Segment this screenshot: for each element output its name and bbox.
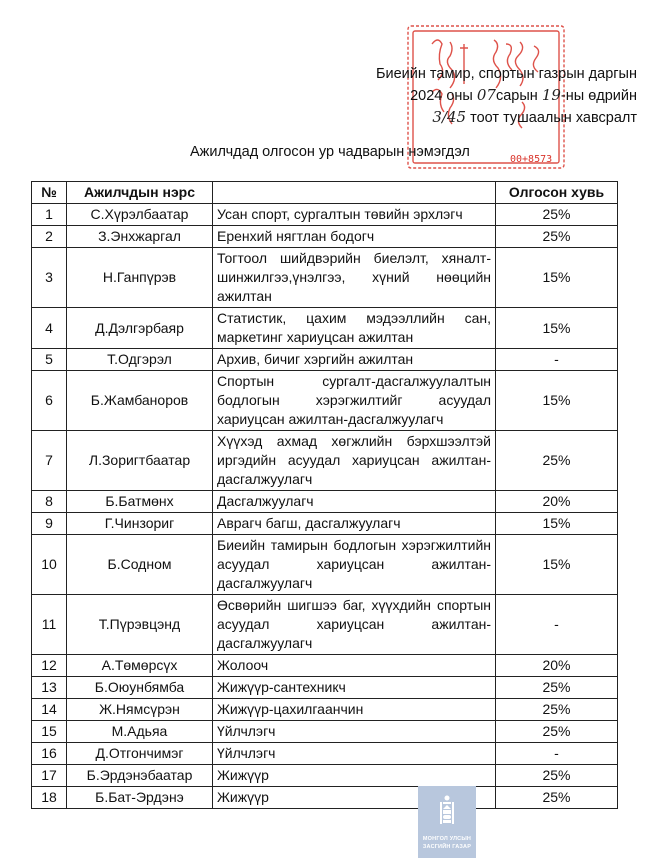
- employee-name: А.Төмөрсүх: [67, 655, 213, 677]
- employee-name: Л.Зоригтбаатар: [67, 431, 213, 491]
- row-number: 9: [32, 513, 67, 535]
- handwritten-order-number: 3/45: [432, 108, 467, 126]
- table-row: [32, 491, 618, 513]
- table-row: [32, 248, 618, 308]
- bonus-table: [31, 181, 618, 809]
- bonus-percent: 25%: [496, 699, 618, 721]
- employee-name: Т.Пүрэвцэнд: [67, 595, 213, 655]
- table-row: [32, 308, 618, 349]
- svg-text:00+8573: 00+8573: [510, 154, 553, 165]
- bonus-percent: 15%: [496, 248, 618, 308]
- handwritten-month: 07: [476, 86, 496, 104]
- table-row: [32, 431, 618, 491]
- employee-name: С.Хүрэлбаатар: [67, 204, 213, 226]
- bonus-percent: 15%: [496, 371, 618, 431]
- employee-position: Жижүүр: [213, 787, 496, 809]
- header-name: Ажилчдын нэрс: [67, 182, 213, 204]
- header-line-3: [376, 107, 637, 129]
- employee-name: Д.Дэлгэрбаяр: [67, 308, 213, 349]
- employee-name: Т.Одгэрэл: [67, 349, 213, 371]
- logo-text-line-1: МОНГОЛ УЛСЫН: [422, 836, 472, 842]
- government-logo: [418, 786, 476, 858]
- document-header: [376, 64, 637, 129]
- employee-name: Ж.Нямсүрэн: [67, 699, 213, 721]
- bonus-percent: 25%: [496, 787, 618, 809]
- row-number: 2: [32, 226, 67, 248]
- header-percent: Олгосон хувь: [496, 182, 618, 204]
- table-row: [32, 204, 618, 226]
- bonus-percent: 25%: [496, 677, 618, 699]
- employee-name: Б.Жамбаноров: [67, 371, 213, 431]
- bonus-percent: 25%: [496, 226, 618, 248]
- row-number: 11: [32, 595, 67, 655]
- table-row: [32, 371, 618, 431]
- table-header-row: [32, 182, 618, 204]
- employee-position: Аврагч багш, дасгалжуулагч: [213, 513, 496, 535]
- employee-name: Б.Оюунбямба: [67, 677, 213, 699]
- bonus-percent: -: [496, 349, 618, 371]
- employee-name: З.Энхжаргал: [67, 226, 213, 248]
- employee-position: Үйлчлэгч: [213, 721, 496, 743]
- bonus-percent: 25%: [496, 721, 618, 743]
- table-row: [32, 677, 618, 699]
- handwritten-day: 19: [541, 86, 561, 104]
- row-number: 3: [32, 248, 67, 308]
- employee-position: Өсвөрийн шигшээ баг, хүүхдийн спортын асуудал хариуцсан ажилтан-дасгалжуулагч: [213, 595, 496, 655]
- employee-position: Усан спорт, сургалтын төвийн эрхлэгч: [213, 204, 496, 226]
- header-no: №: [32, 182, 67, 204]
- table-row: [32, 743, 618, 765]
- employee-position: Үйлчлэгч: [213, 743, 496, 765]
- row-number: 15: [32, 721, 67, 743]
- table-row: [32, 595, 618, 655]
- row-number: 1: [32, 204, 67, 226]
- bonus-percent: -: [496, 743, 618, 765]
- employee-position: Спортын сургалт-дасгалжуулалтын бодлогын хэрэгжилтийг асуудал хариуцсан ажилтан-дасгалжуулагч: [213, 371, 496, 431]
- employee-position: Биеийн тамирын бодлогын хэрэгжилтийн асуудал хариуцсан ажилтан-дасгалжуулагч: [213, 535, 496, 595]
- employee-name: Д.Отгончимэг: [67, 743, 213, 765]
- header-order-rest: тоот тушаалын хавсралт: [470, 110, 637, 126]
- soyombo-icon: [437, 792, 457, 826]
- row-number: 13: [32, 677, 67, 699]
- employee-name: М.Адьяа: [67, 721, 213, 743]
- header-sarin: сарын: [495, 88, 538, 104]
- employee-name: Б.Батмөнх: [67, 491, 213, 513]
- table-row: [32, 787, 618, 809]
- table-row: [32, 226, 618, 248]
- employee-name: Г.Чинзориг: [67, 513, 213, 535]
- table-row: [32, 655, 618, 677]
- row-number: 6: [32, 371, 67, 431]
- employee-position: Дасгалжуулагч: [213, 491, 496, 513]
- header-line-1: Биеийн тамир, спортын газрын даргын: [375, 66, 637, 82]
- row-number: 10: [32, 535, 67, 595]
- bonus-percent: 20%: [496, 655, 618, 677]
- row-number: 5: [32, 349, 67, 371]
- table-row: [32, 349, 618, 371]
- employee-position: Жижүүр-цахилгаанчин: [213, 699, 496, 721]
- row-number: 17: [32, 765, 67, 787]
- bonus-percent: -: [496, 595, 618, 655]
- employee-position: Статистик, цахим мэдээллийн сан, маркетинг хариуцсан ажилтан: [213, 308, 496, 349]
- bonus-percent: 15%: [496, 535, 618, 595]
- row-number: 18: [32, 787, 67, 809]
- employee-position: Жолооч: [213, 655, 496, 677]
- table-row: [32, 699, 618, 721]
- logo-text-line-2: ЗАСГИЙН ГАЗАР: [422, 844, 472, 850]
- bonus-percent: 20%: [496, 491, 618, 513]
- row-number: 12: [32, 655, 67, 677]
- employee-position: Архив, бичиг хэргийн ажилтан: [213, 349, 496, 371]
- table-row: [32, 513, 618, 535]
- employee-position: Еренхий нягтлан бодогч: [213, 226, 496, 248]
- employee-name: Б.Эрдэнэбаатар: [67, 765, 213, 787]
- header-line-2: [376, 85, 637, 107]
- employee-position: Жижүүр: [213, 765, 496, 787]
- bonus-percent: 25%: [496, 204, 618, 226]
- row-number: 16: [32, 743, 67, 765]
- table-row: [32, 765, 618, 787]
- header-date-end: -ны өдрийн: [560, 88, 637, 104]
- row-number: 8: [32, 491, 67, 513]
- row-number: 7: [32, 431, 67, 491]
- employee-name: Н.Ганпүрэв: [67, 248, 213, 308]
- row-number: 14: [32, 699, 67, 721]
- employee-position: Хүүхэд ахмад хөгжлийн бэрхшээлтэй иргэдийн асуудал хариуцсан ажилтан-дасгалжуулагч: [213, 431, 496, 491]
- employee-position: Жижүүр-сантехникч: [213, 677, 496, 699]
- header-year: 2024 оны: [410, 88, 473, 104]
- employee-position: Тогтоол шийдвэрийн биелэлт, хяналт-шинжилгээ,үнэлгээ, хүний нөөцийн ажилтан: [213, 248, 496, 308]
- employee-name: Б.Бат-Эрдэнэ: [67, 787, 213, 809]
- bonus-percent: 15%: [496, 308, 618, 349]
- header-position: [213, 182, 496, 204]
- employee-name: Б.Содном: [67, 535, 213, 595]
- bonus-percent: 25%: [496, 431, 618, 491]
- table-row: [32, 535, 618, 595]
- table-row: [32, 721, 618, 743]
- document-subtitle: Ажилчдад олгосон ур чадварын нэмэгдэл: [190, 144, 470, 160]
- row-number: 4: [32, 308, 67, 349]
- bonus-percent: 25%: [496, 765, 618, 787]
- bonus-percent: 15%: [496, 513, 618, 535]
